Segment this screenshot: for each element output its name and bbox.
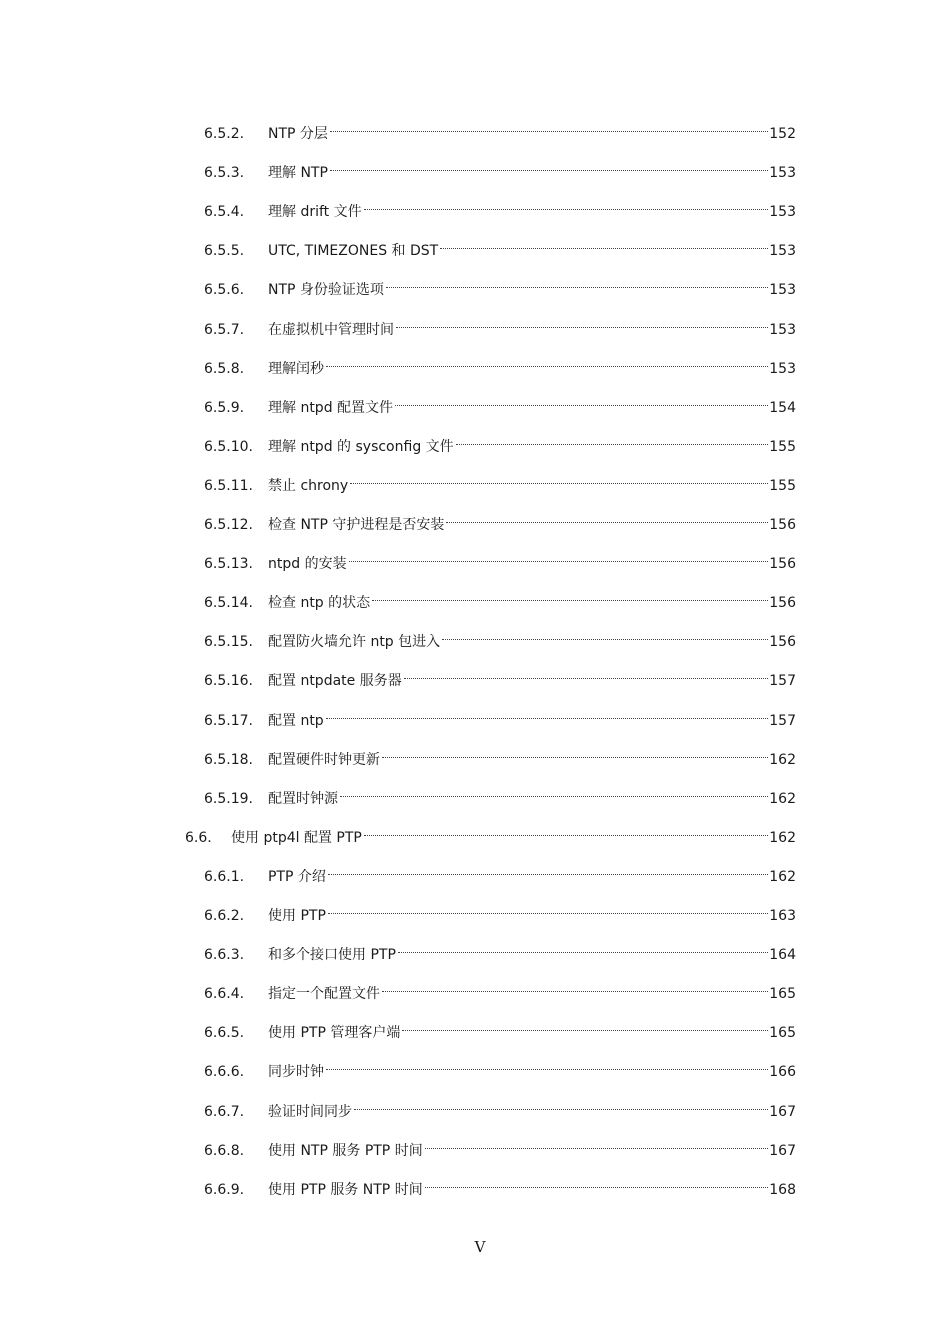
toc-entry-title: 使用 PTP 管理客户端 [268, 1025, 401, 1041]
toc-entry[interactable] [204, 466, 796, 494]
toc-entry-number: 6.6. [185, 830, 212, 846]
toc-entry-number: 6.6.5. [204, 1025, 245, 1041]
toc-entry[interactable] [204, 1131, 796, 1159]
toc-entry[interactable] [204, 661, 796, 689]
toc-entry-title: 使用 PTP [268, 908, 326, 924]
toc-entry-title: 理解 ntpd 的 sysconfig 文件 [268, 439, 454, 455]
toc-entry-page: 153 [769, 165, 796, 181]
toc-dot-leader [456, 427, 769, 451]
toc-entry-title: 理解 NTP [268, 165, 328, 181]
toc-entry-title: 使用 ptp4l 配置 PTP [231, 830, 362, 846]
toc-entry-page: 167 [769, 1143, 796, 1159]
toc-entry-number: 6.5.3. [204, 165, 245, 181]
toc-dot-leader [349, 544, 769, 568]
toc-entry[interactable] [204, 231, 796, 259]
toc-entry-title: 检查 ntp 的状态 [268, 595, 371, 611]
toc-entry-page: 162 [769, 869, 796, 885]
toc-entry-number: 6.5.11. [204, 478, 253, 494]
toc-entry[interactable] [204, 544, 796, 572]
toc-entry-number: 6.5.19. [204, 791, 253, 807]
toc-entry-page: 156 [769, 595, 796, 611]
toc-entry[interactable] [204, 153, 796, 181]
toc-entry[interactable] [204, 583, 796, 611]
toc-dot-leader [372, 583, 768, 607]
toc-entry[interactable] [204, 1013, 796, 1041]
toc-entry-title: 验证时间同步 [268, 1104, 352, 1120]
toc-entry-page: 165 [769, 1025, 796, 1041]
toc-entry[interactable] [204, 349, 796, 377]
toc-dot-leader [364, 192, 769, 216]
toc-entry[interactable] [204, 388, 796, 416]
toc-entry-title: 配置防火墙允许 ntp 包进入 [268, 634, 441, 650]
toc-entry[interactable] [204, 192, 796, 220]
toc-entry[interactable] [204, 896, 796, 924]
toc-entry-page: 156 [769, 517, 796, 533]
toc-entry-number: 6.5.14. [204, 595, 253, 611]
toc-entry-title: 同步时钟 [268, 1064, 324, 1080]
toc-entry-page: 153 [769, 361, 796, 377]
toc-entry-title: 在虚拟机中管理时间 [268, 322, 394, 338]
toc-entry-number: 6.5.17. [204, 713, 253, 729]
toc-entry-page: 167 [769, 1104, 796, 1120]
toc-entry-page: 154 [769, 400, 796, 416]
toc-dot-leader [350, 466, 768, 490]
toc-entry-title: 和多个接口使用 PTP [268, 947, 396, 963]
toc-entry-number: 6.5.10. [204, 439, 253, 455]
toc-entry-number: 6.6.1. [204, 869, 245, 885]
toc-entry-page: 156 [769, 556, 796, 572]
toc-dot-leader [446, 505, 768, 529]
toc-entry[interactable] [204, 310, 796, 338]
toc-entry-number: 6.5.18. [204, 752, 253, 768]
toc-entry-title: 使用 NTP 服务 PTP 时间 [268, 1143, 423, 1159]
toc-entry-title: NTP 身份验证选项 [268, 282, 384, 298]
toc-entry-number: 6.5.2. [204, 126, 245, 142]
toc-entry-page: 168 [769, 1182, 796, 1198]
toc-dot-leader [326, 349, 768, 373]
toc-entry-page: 153 [769, 322, 796, 338]
toc-dot-leader [328, 857, 768, 881]
toc-entry-number: 6.6.2. [204, 908, 245, 924]
toc-entry[interactable] [185, 818, 796, 846]
toc-entry-page: 156 [769, 634, 796, 650]
toc-dot-leader [425, 1170, 769, 1194]
toc-entry[interactable] [204, 1052, 796, 1080]
toc-entry-title: 理解 ntpd 配置文件 [268, 400, 394, 416]
toc-entry-page: 153 [769, 282, 796, 298]
toc-entry-title: 配置时钟源 [268, 791, 338, 807]
toc-entry-title: 配置 ntpdate 服务器 [268, 673, 402, 689]
toc-entry-title: ntpd 的安装 [268, 556, 347, 572]
toc-entry-number: 6.6.7. [204, 1104, 245, 1120]
toc-entry-number: 6.6.6. [204, 1064, 245, 1080]
toc-entry-number: 6.5.12. [204, 517, 253, 533]
toc-entry[interactable] [204, 701, 796, 729]
toc-dot-leader [440, 231, 768, 255]
toc-entry-page: 162 [769, 791, 796, 807]
toc-dot-leader [330, 153, 768, 177]
toc-dot-leader [396, 310, 768, 334]
toc-dot-leader [382, 974, 768, 998]
toc-entry-title: NTP 分层 [268, 126, 328, 142]
toc-entry-number: 6.5.4. [204, 204, 245, 220]
toc-entry-number: 6.5.13. [204, 556, 253, 572]
toc-entry-page: 162 [769, 830, 796, 846]
toc-entry-page: 152 [769, 126, 796, 142]
toc-entry-title: 禁止 chrony [268, 478, 349, 494]
toc-entry-title: PTP 介绍 [268, 869, 326, 885]
toc-entry-page: 155 [769, 478, 796, 494]
toc-dot-leader [330, 114, 768, 138]
toc-entry-number: 6.5.5. [204, 243, 245, 259]
toc-entry-title: 理解闰秒 [268, 361, 324, 377]
toc-entry-title: 指定一个配置文件 [268, 986, 380, 1002]
toc-entry[interactable] [204, 1170, 796, 1198]
toc-entry[interactable] [204, 622, 796, 650]
toc-entry-number: 6.6.9. [204, 1182, 245, 1198]
toc-entry[interactable] [204, 779, 796, 807]
toc-entry-number: 6.5.15. [204, 634, 253, 650]
toc-entry-page: 155 [769, 439, 796, 455]
toc-dot-leader [326, 1052, 768, 1076]
toc-dot-leader [398, 935, 768, 959]
toc-dot-leader [328, 896, 768, 920]
toc-entry-title: 配置 ntp [268, 713, 324, 729]
toc-dot-leader [354, 1092, 768, 1116]
toc-entry[interactable] [204, 935, 796, 963]
toc-entry-title: 理解 drift 文件 [268, 204, 362, 220]
toc-entry-number: 6.5.8. [204, 361, 245, 377]
toc-entry-number: 6.6.4. [204, 986, 245, 1002]
toc-dot-leader [386, 270, 768, 294]
toc-dot-leader [326, 701, 769, 725]
toc-entry-page: 165 [769, 986, 796, 1002]
toc-entry-page: 164 [769, 947, 796, 963]
toc-dot-leader [395, 388, 768, 412]
toc-entry-title: UTC, TIMEZONES 和 DST [268, 243, 439, 259]
toc-dot-leader [382, 740, 768, 764]
toc-entry[interactable] [204, 270, 796, 298]
toc-dot-leader [364, 818, 768, 842]
toc-dot-leader [340, 779, 768, 803]
toc-entry-title: 检查 NTP 守护进程是否安装 [268, 517, 445, 533]
toc-entry-page: 157 [769, 713, 796, 729]
toc-entry-page: 166 [769, 1064, 796, 1080]
toc-dot-leader [404, 661, 769, 685]
toc-entry-number: 6.6.8. [204, 1143, 245, 1159]
toc-entry[interactable] [204, 974, 796, 1002]
page-number: V [474, 1238, 486, 1256]
toc-entry-title: 配置硬件时钟更新 [268, 752, 380, 768]
toc-entry-number: 6.5.9. [204, 400, 245, 416]
toc-dot-leader [402, 1013, 768, 1037]
toc-entry-number: 6.5.6. [204, 282, 245, 298]
toc-entry-page: 153 [769, 204, 796, 220]
toc-entry-number: 6.5.7. [204, 322, 245, 338]
toc-entry-number: 6.5.16. [204, 673, 253, 689]
toc-entry-page: 157 [769, 673, 796, 689]
toc-dot-leader [425, 1131, 769, 1155]
toc-entry-title: 使用 PTP 服务 NTP 时间 [268, 1182, 423, 1198]
toc-entry-page: 153 [769, 243, 796, 259]
toc-entry-page: 163 [769, 908, 796, 924]
toc-entry[interactable] [204, 1092, 796, 1120]
toc-entry[interactable] [204, 505, 796, 533]
toc-entry[interactable] [204, 427, 796, 455]
toc-entry[interactable] [204, 740, 796, 768]
toc-entry[interactable] [204, 114, 796, 142]
toc-dot-leader [442, 622, 768, 646]
toc-entry-number: 6.6.3. [204, 947, 245, 963]
toc-entry-page: 162 [769, 752, 796, 768]
toc-entry[interactable] [204, 857, 796, 885]
